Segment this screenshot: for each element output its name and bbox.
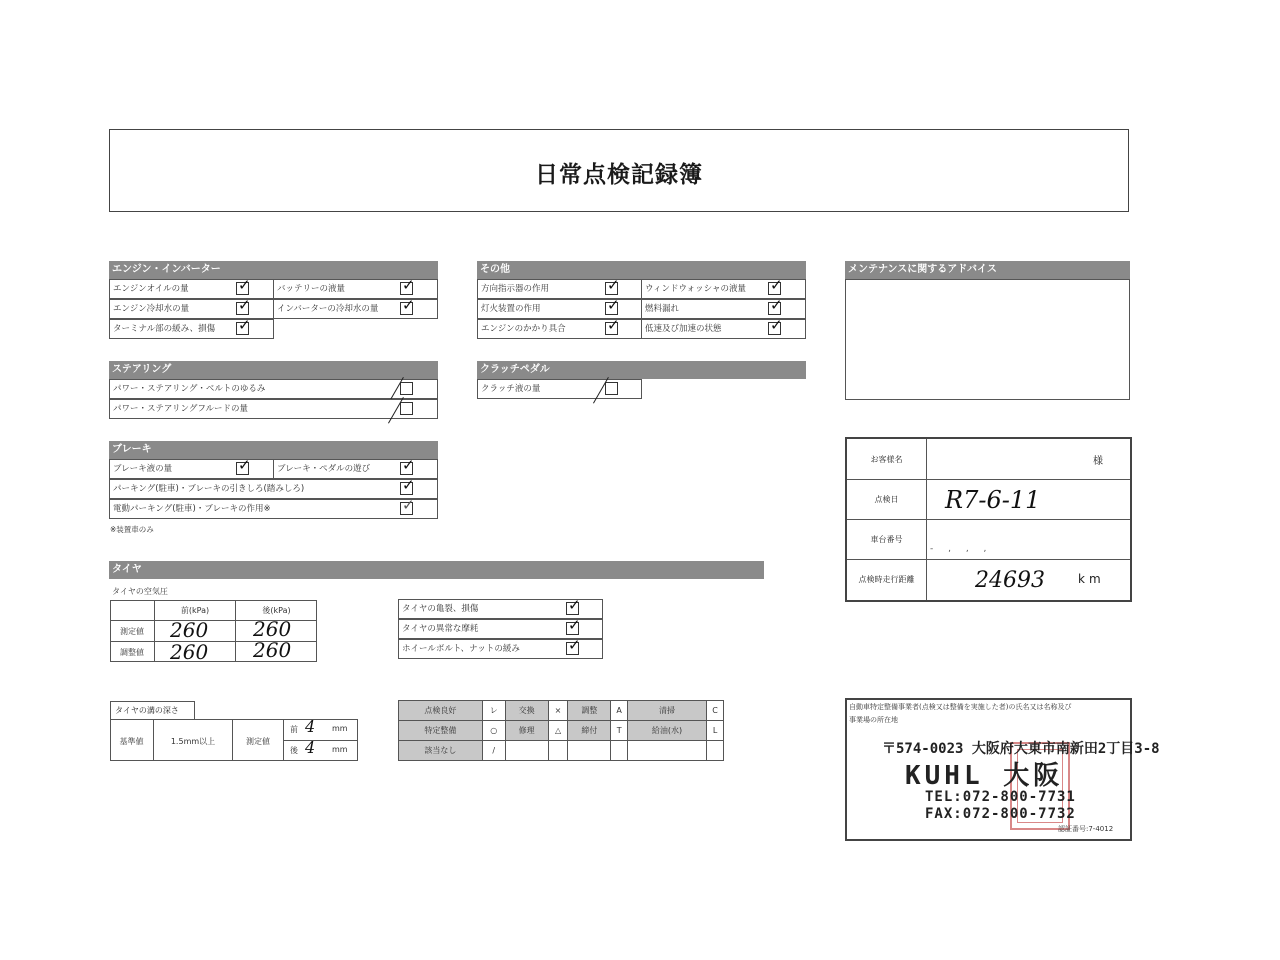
check-wheel-bolts[interactable] (566, 636, 581, 655)
inspection-date-label: 点検日 (847, 480, 927, 520)
legend-symbol: △ (548, 721, 568, 741)
checkmark-icon: ✓ (402, 276, 415, 294)
mileage-label: 点検時走行距離 (847, 560, 927, 600)
table-divider (283, 740, 358, 741)
front-tread-unit: mm (332, 724, 348, 733)
tire-check-label: ホイールボルト、ナットの緩み (402, 644, 520, 654)
legend-empty (568, 741, 611, 761)
front-tread-value[interactable]: 4 (305, 717, 316, 736)
measured-front-value[interactable]: 260 (170, 618, 209, 642)
legend-key: 清掃 (627, 701, 706, 721)
checkmark-icon: ✓ (770, 296, 783, 314)
page-title: 日常点検記録簿 (535, 162, 703, 188)
other-item-label: 燃料漏れ (645, 304, 680, 314)
customer-name-suffix: 様 (1093, 456, 1103, 467)
mileage-value: 24693 (975, 568, 1045, 593)
checkmark-icon: ✓ (402, 496, 415, 514)
checkmark-icon: ✓ (607, 296, 620, 314)
brake-item-label: パーキング(駐車)・ブレーキの引きしろ(踏みしろ) (113, 484, 305, 494)
check-fuel-leak[interactable] (768, 296, 783, 315)
tire-check-label: タイヤの亀裂、損傷 (402, 604, 479, 614)
brake-item-label: ブレーキ液の量 (113, 464, 173, 474)
legend-key: 特定整備 (399, 721, 483, 741)
legend-symbol: × (548, 701, 568, 721)
brake-item-parking (109, 476, 438, 499)
engine-section-header: エンジン・インバーター (109, 261, 438, 279)
legend-empty (627, 741, 706, 761)
standard-value: 1.5mm以上 (170, 737, 216, 746)
checkmark-icon: ✓ (607, 316, 620, 334)
checkmark-icon: ✓ (568, 636, 581, 654)
other-item-label: 方向指示器の作用 (481, 284, 550, 294)
checkmark-icon: ✓ (238, 456, 251, 474)
tire-section-header: タイヤ (109, 561, 764, 579)
check-brake-pedal[interactable] (400, 456, 415, 475)
check-clutch-fluid[interactable] (605, 382, 618, 395)
other-item-label: ウィンドウォッシャの液量 (645, 284, 746, 294)
measured-rear-value[interactable]: 260 (253, 617, 292, 641)
legend-empty (707, 741, 724, 761)
checkmark-icon: ✓ (770, 316, 783, 334)
check-steering-belt[interactable] (400, 382, 413, 395)
chassis-number-field[interactable] (927, 520, 1130, 560)
shop-address: 〒574-0023 大阪府大東市南新田2丁目3-8 (882, 741, 1160, 757)
front-tread-label: 前 (290, 725, 298, 734)
checkmark-icon: ✓ (238, 296, 251, 314)
steering-item-label: パワー・ステアリング・ベルトのゆるみ (113, 384, 266, 394)
legend-symbol: A (611, 701, 627, 721)
check-battery[interactable] (400, 276, 415, 295)
other-item-label: 低速及び加速の状態 (645, 324, 722, 334)
check-engine-start[interactable] (605, 316, 620, 335)
legend-symbol: T (611, 721, 627, 741)
checkmark-icon: ✓ (568, 596, 581, 614)
brake-item-label: 電動パーキング(駐車)・ブレーキの作用※ (113, 504, 271, 514)
checkmark-icon: ✓ (568, 616, 581, 634)
shop-tel: TEL:072-800-7731 (925, 789, 1076, 805)
brake-item-electric-parking (109, 496, 438, 519)
check-lights[interactable] (605, 296, 620, 315)
clutch-section-header: クラッチペダル (477, 361, 806, 379)
checkmark-icon: ✓ (238, 316, 251, 334)
advice-section-header: メンテナンスに関するアドバイス (845, 261, 1130, 279)
rear-tread-unit: mm (332, 745, 348, 754)
shop-header-line2: 事業場の所在地 (849, 716, 898, 724)
legend-symbol: / (482, 741, 505, 761)
adjusted-rear-value[interactable]: 260 (253, 638, 292, 662)
legend-symbol: L (707, 721, 724, 741)
other-section-header: その他 (477, 261, 806, 279)
steering-section-header: ステアリング (109, 361, 438, 379)
clutch-item-label: クラッチ液の量 (481, 384, 541, 394)
tread-depth-header: タイヤの溝の深さ (110, 701, 195, 720)
chassis-number-label: 車台番号 (847, 520, 927, 560)
checkmark-icon: ✓ (238, 276, 251, 294)
legend-key: 点検良好 (399, 701, 483, 721)
customer-name-label: お客様名 (847, 439, 927, 480)
check-turn-signal[interactable] (605, 276, 620, 295)
brake-note: ※装置車のみ (110, 525, 154, 534)
legend-key: 給油(水) (627, 721, 706, 741)
inspection-date-value: R7-6-11 (945, 486, 1041, 514)
checkmark-icon: ✓ (402, 456, 415, 474)
other-item-label: エンジンのかかり具合 (481, 324, 566, 334)
legend-empty (611, 741, 627, 761)
shop-fax: FAX:072-800-7732 (925, 806, 1076, 822)
brake-section-header: ブレーキ (109, 441, 438, 459)
check-electric-parking[interactable] (400, 496, 415, 515)
legend-key: 調整 (568, 701, 611, 721)
standard-label: 基準値 (119, 737, 144, 746)
steering-item-fluid (109, 399, 438, 419)
tire-check-label: タイヤの異常な摩耗 (402, 624, 479, 634)
check-coolant[interactable] (236, 296, 251, 315)
checkmark-icon: ✓ (402, 476, 415, 494)
legend-key: 該当なし (399, 741, 483, 761)
adjusted-front-value[interactable]: 260 (170, 640, 209, 664)
shop-name: KUHL 大阪 (905, 761, 1064, 791)
engine-item-label: インバーターの冷却水の量 (277, 304, 379, 314)
legend-symbol: C (707, 701, 724, 721)
measured-label: 測定値 (120, 627, 144, 636)
front-pressure-header: 前(kPa) (180, 606, 210, 615)
rear-tread-value[interactable]: 4 (305, 738, 316, 757)
rear-tread-label: 後 (290, 746, 298, 755)
adjusted-label: 調整値 (120, 648, 144, 657)
legend-empty (548, 741, 568, 761)
brake-item-label: ブレーキ・ペダルの遊び (277, 464, 371, 474)
legend-symbol: レ (482, 701, 505, 721)
check-steering-fluid[interactable] (400, 402, 413, 415)
steering-item-belt (109, 379, 438, 399)
steering-item-label: パワー・ステアリングフルードの量 (113, 404, 248, 414)
chassis-number-value: - , , , (930, 544, 993, 554)
checkmark-icon: ✓ (607, 276, 620, 294)
legend-key: 修理 (505, 721, 548, 741)
engine-item-label: エンジン冷却水の量 (113, 304, 190, 314)
check-tire-crack[interactable] (566, 596, 581, 615)
check-tire-wear[interactable] (566, 616, 581, 635)
checkmark-icon: ✓ (770, 276, 783, 294)
rear-pressure-header: 後(kPa) (262, 606, 291, 615)
engine-item-label: エンジンオイルの量 (113, 284, 189, 294)
engine-item-label: バッテリーの液量 (277, 284, 346, 294)
legend-key: 締付 (568, 721, 611, 741)
other-item-label: 灯火装置の作用 (481, 304, 541, 314)
tread-measured-label: 測定値 (246, 737, 270, 746)
legend-empty (505, 741, 548, 761)
title-box (109, 129, 1129, 212)
engine-item-label: ターミナル部の緩み、損傷 (113, 324, 216, 334)
check-inverter-coolant[interactable] (400, 296, 415, 315)
check-acceleration[interactable] (768, 316, 783, 335)
legend-symbol: ○ (482, 721, 505, 741)
shop-header-line1: 自動車特定整備事業者(点検又は整備を実施した者)の氏名又は名称及び (849, 703, 1072, 711)
check-parking-brake[interactable] (400, 476, 415, 495)
legend-table (398, 700, 724, 761)
checkmark-icon: ✓ (402, 296, 415, 314)
check-washer[interactable] (768, 276, 783, 295)
tire-pressure-label: タイヤの空気圧 (112, 587, 168, 596)
check-brake-fluid[interactable] (236, 456, 251, 475)
advice-textarea[interactable] (845, 279, 1130, 400)
check-engine-oil[interactable] (236, 276, 251, 295)
certification-number: 認証番号:7-4012 (1058, 825, 1114, 833)
legend-key: 交換 (505, 701, 548, 721)
check-terminal[interactable] (236, 316, 251, 335)
mileage-unit: km (1078, 572, 1105, 586)
